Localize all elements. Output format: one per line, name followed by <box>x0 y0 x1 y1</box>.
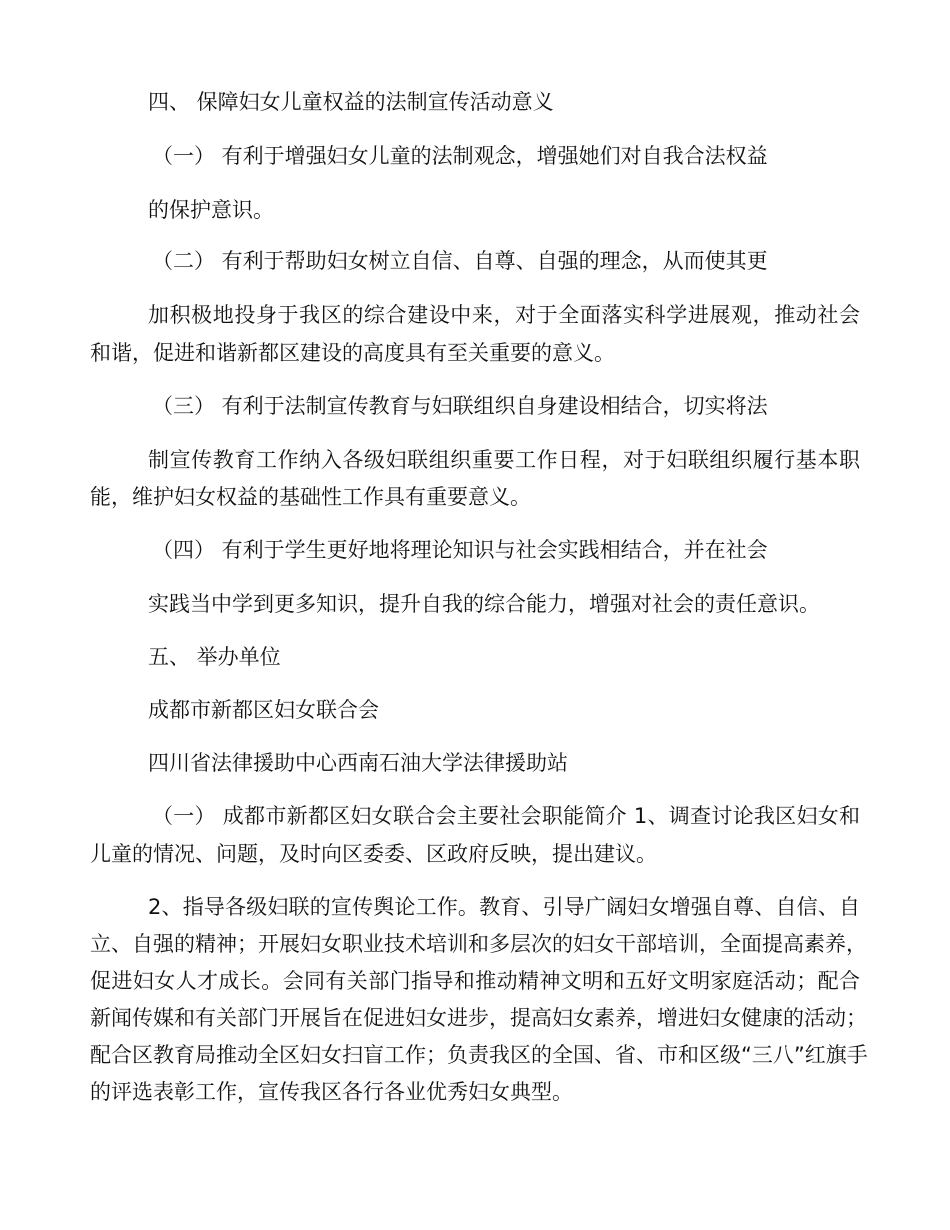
paragraph-line: 配合区教育局推动全区妇女扫盲工作；负责我区的全国、省、市和区级“三八”红旗手 <box>90 1043 868 1067</box>
paragraph-line: 儿童的情况、问题，及时向区委委、区政府反映，提出建议。 <box>90 842 657 866</box>
paragraph-line: 实践当中学到更多知识，提升自我的综合能力，增强对社会的责任意识。 <box>148 592 820 616</box>
paragraph-line: （四） 有利于学生更好地将理论知识与社会实践相结合，并在社会 <box>152 538 768 562</box>
paragraph-line: 能，维护妇女权益的基础性工作具有重要意义。 <box>90 485 531 509</box>
paragraph-line: 立、自强的精神；开展妇女职业技术培训和多层次的妇女干部培训，全面提高素养， <box>90 932 867 956</box>
paragraph-line: 的保护意识。 <box>148 198 274 222</box>
paragraph-line: 2、指导各级妇联的宣传舆论工作。教育、引导广阔妇女增强自尊、自信、自 <box>148 895 860 919</box>
paragraph-line: （二） 有利于帮助妇女树立自信、自尊、自强的理念，从而使其更 <box>152 249 768 273</box>
organizer-line: 四川省法律援助中心西南石油大学法律援助站 <box>148 751 568 775</box>
paragraph-line: 促进妇女人才成长。会同有关部门指导和推动精神文明和五好文明家庭活动；配合 <box>90 969 860 993</box>
paragraph-line: 新闻传媒和有关部门开展旨在促进妇女进步，提高妇女素养，增进妇女健康的活动； <box>90 1006 867 1030</box>
paragraph-line: （一） 有利于增强妇女儿童的法制观念，增强她们对自我合法权益 <box>152 144 768 168</box>
section-heading-5: 五、 举办单位 <box>148 645 281 669</box>
paragraph-line: 和谐，促进和谐新都区建设的高度具有至关重要的意义。 <box>90 341 615 365</box>
paragraph-line: 制宣传教育工作纳入各级妇联组织重要工作日程，对于妇联组织履行基本职 <box>148 448 860 472</box>
organizer-line: 成都市新都区妇女联合会 <box>148 698 379 722</box>
paragraph-line: （三） 有利于法制宣传教育与妇联组织自身建设相结合，切实将法 <box>152 394 768 418</box>
paragraph-line: 的评选表彰工作，宣传我区各行各业优秀妇女典型。 <box>90 1080 573 1104</box>
paragraph-line: 加积极地投身于我区的综合建设中来，对于全面落实科学进展观，推动社会 <box>148 303 860 327</box>
section-heading-4: 四、 保障妇女儿童权益的法制宣传活动意义 <box>148 90 554 114</box>
paragraph-line: （一） 成都市新都区妇女联合会主要社会职能简介 1、调查讨论我区妇女和 <box>152 804 860 828</box>
